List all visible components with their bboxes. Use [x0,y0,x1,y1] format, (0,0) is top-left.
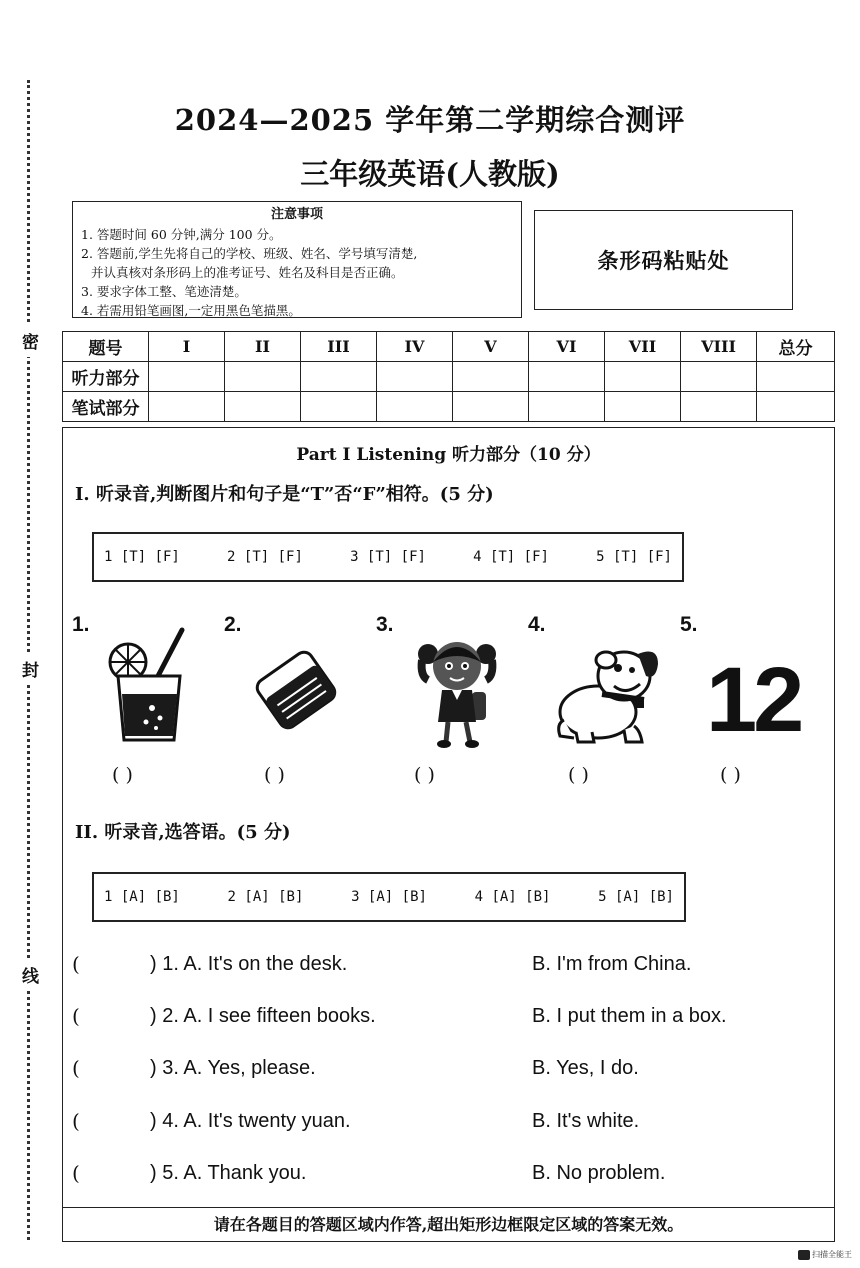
notice-item: 1. 答题时间 60 分钟,满分 100 分。 [81,227,282,242]
score-header-cell: V [453,332,529,362]
picture-number: 5. [680,613,698,636]
notice-item: 4. 若需用铅笔画图,一定用黑色笔描黑。 [81,303,301,318]
picture-number: 4. [528,613,546,636]
score-row-label: 听力部分 [63,362,149,392]
score-header-cell: VII [605,332,681,362]
score-cell[interactable] [149,392,225,422]
score-cell[interactable] [681,392,757,422]
question-option-b: B. No problem. [532,1162,666,1184]
score-header-cell: IV [377,332,453,362]
score-cell[interactable] [301,362,377,392]
score-cell[interactable] [225,392,301,422]
answer-bubble-group[interactable]: 4 [T] [F] [473,549,549,565]
girl-icon [412,632,502,750]
question-parenthesis[interactable]: ( [72,952,80,976]
answer-parenthesis[interactable]: ( ) [568,764,589,786]
score-cell[interactable] [529,362,605,392]
binding-char-seal: 密 [22,324,39,357]
answer-bubble-group[interactable]: 5 [T] [F] [596,549,672,565]
section-1-title: I. 听录音,判断图片和句子是“T”否“F”相符。(5 分) [75,484,494,505]
answer-parenthesis[interactable]: ( ) [112,764,133,786]
answer-parenthesis[interactable]: ( ) [414,764,435,786]
question-option-b: B. I'm from China. [532,953,692,975]
watermark-text: 扫描全能王 [812,1250,852,1259]
score-cell[interactable] [757,362,835,392]
score-cell[interactable] [605,392,681,422]
score-cell[interactable] [377,392,453,422]
number-twelve-icon: 12 [706,649,801,751]
binding-char-line: 线 [22,958,39,991]
answer-bubble-group[interactable]: 2 [T] [F] [227,549,303,565]
score-cell[interactable] [529,392,605,422]
answer-bubble-strip-1 [92,532,684,582]
answer-bubble-group[interactable]: 3 [A] [B] [351,889,427,905]
dog-icon [554,640,664,746]
binding-char-envelope: 封 [22,652,39,685]
score-header-cell: III [301,332,377,362]
eraser-icon [250,640,342,740]
part-title: Part I Listening 听力部分（10 分） [296,445,601,465]
question-option-a: ) 3. A. Yes, please. [150,1057,316,1079]
section-2-title: II. 听录音,选答语。(5 分) [75,822,291,843]
score-cell[interactable] [149,362,225,392]
scanner-watermark [798,1249,852,1260]
question-parenthesis[interactable]: ( [72,1109,80,1133]
score-table [62,331,835,422]
answer-bubble-group[interactable]: 4 [A] [B] [474,889,551,905]
juice-icon [100,624,192,748]
answer-bubble-group[interactable]: 3 [T] [F] [350,549,426,565]
question-option-a: ) 4. A. It's twenty yuan. [150,1110,351,1132]
score-cell[interactable] [681,362,757,392]
score-header-cell: I [149,332,225,362]
score-header-cell: II [225,332,301,362]
picture-number: 2. [224,613,242,636]
score-row-label: 笔试部分 [63,392,149,422]
question-option-a: ) 5. A. Thank you. [150,1162,307,1184]
score-header-cell: 总分 [757,332,835,362]
notice-title: 注意事项 [270,207,323,222]
score-cell[interactable] [453,392,529,422]
score-cell[interactable] [377,362,453,392]
question-parenthesis[interactable]: ( [72,1056,80,1080]
answer-bubble-group[interactable]: 2 [A] [B] [227,889,304,905]
notice-item: 并认真核对条形码上的准考证号、姓名及科目是否正确。 [91,265,404,280]
score-cell[interactable] [301,392,377,422]
notice-item: 3. 要求字体工整、笔迹清楚。 [81,284,247,299]
score-cell[interactable] [453,362,529,392]
footer-divider [62,1207,835,1208]
scanner-logo-icon [798,1250,810,1260]
score-header-cell: 题号 [63,332,149,362]
picture-number: 3. [376,613,394,636]
question-option-b: B. Yes, I do. [532,1057,639,1079]
question-option-b: B. I put them in a box. [532,1005,727,1027]
answer-bubble-group[interactable]: 5 [A] [B] [598,889,674,905]
question-option-a: ) 2. A. I see fifteen books. [150,1005,376,1027]
question-parenthesis[interactable]: ( [72,1004,80,1028]
score-cell[interactable] [757,392,835,422]
footer-note: 请在各题目的答题区域内作答,超出矩形边框限定区域的答案无效。 [213,1215,684,1234]
answer-bubble-strip-2 [92,872,686,922]
score-header-cell: VI [529,332,605,362]
notice-box [72,201,522,318]
page-title: 2024—2025 学年第二学期综合测评 [174,103,686,137]
score-row-written [63,392,835,422]
score-header-row [63,332,835,362]
picture-number: 1. [72,613,90,636]
score-cell[interactable] [225,362,301,392]
question-option-b: B. It's white. [532,1110,640,1132]
answer-parenthesis[interactable]: ( ) [264,764,285,786]
score-cell[interactable] [605,362,681,392]
question-parenthesis[interactable]: ( [72,1161,80,1185]
answer-parenthesis[interactable]: ( ) [720,764,741,786]
score-header-cell: VIII [681,332,757,362]
answer-bubble-group[interactable]: 1 [A] [B] [104,889,180,905]
score-row-listening [63,362,835,392]
notice-item: 2. 答题前,学生先将自己的学校、班级、姓名、学号填写清楚, [81,246,418,261]
question-option-a: ) 1. A. It's on the desk. [150,953,348,975]
page-subtitle: 三年级英语(人教版) [300,157,560,191]
answer-bubble-group[interactable]: 1 [T] [F] [104,549,180,565]
barcode-area: 条形码粘贴处 [534,210,793,310]
